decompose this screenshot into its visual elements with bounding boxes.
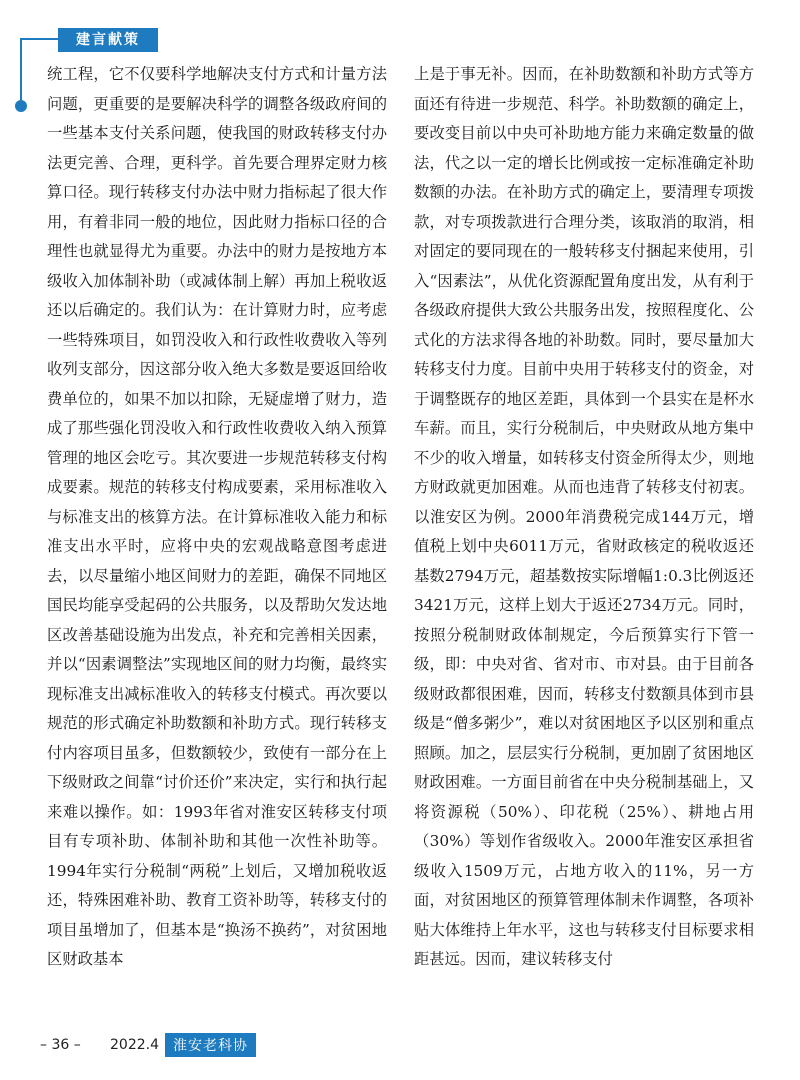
header-side-rule	[20, 38, 22, 106]
issue-label: 2022.4	[110, 1037, 159, 1053]
column-left-text: 统工程，它不仅要科学地解决支付方式和计量方法问题，更重要的是要解决科学的调整各级政府间的一些基本支付关系问题，使我国的财政转移支付办法更完善、合理，更科学。首先要合理界定财力核算口径。现行转移支付办法中财力指标起了很大作用，有着非同一般的地位，因此财力指标口径的合理性也就显得尤为重要。办法中的财力是按地方本级收入加体制补助（或减体制上解）再加上税收返还以后确定的。我们认为：在计算财力时，应考虑一些特殊项目，如罚没收入和行政性收费收入等列收列支部分，因这部分收入绝大多数是要返回给收费单位的，如果不加以扣除，无疑虚增了财力，造成了那些强化罚没收入和行政性收费收入纳入预算管理的地区会吃亏。其次要进一步规范转移支付构成要素。规范的转移支付构成要素，采用标准收入与标准支出的核算方法。在计算标准收入能力和标准支出水平时，应将中央的宏观战略意图考虑进去，以尽量缩小地区间财力的差距，确保不同地区国民均能享受起码的公共服务，以及帮助欠发达地区改善基础设施为出发点，补充和完善相关因素，并以“因素调整法”实现地区间的财力均衡，最终实现标准支出减标准收入的转移支付模式。再次要以规范的形式确定补助数额和补助方式。现行转移支付内容项目虽多，但数额较少，致使有一部分在上下级财政之间靠“讨价还价”来决定，实行和执行起来难以操作。如：1993年省对淮安区转移支付项目有专项补助、体制补助和其他一次性补助等。1994年实行分税制“两税”上划后，又增加税收返还，特殊困难补助、教育工资补助等，转移支付的项目虽增加了，但基本是“换汤不换药”，对贫困地区财政基本	[47, 65, 387, 968]
journal-name: 淮安老科协	[165, 1033, 256, 1057]
page-footer	[40, 1032, 256, 1058]
page-number: – 36 –	[40, 1037, 81, 1053]
header-bullet-dot	[15, 100, 27, 112]
article-column-left	[47, 60, 387, 975]
article-column-right	[414, 60, 754, 975]
section-label: 建言献策	[58, 28, 158, 52]
column-right-text: 上是于事无补。因而，在补助数额和补助方式等方面还有待进一步规范、科学。补助数额的确定上，要改变目前以中央可补助地方能力来确定数量的做法，代之以一定的增长比例或按一定标准确定补助数额的办法。在补助方式的确定上，要清理专项拨款，对专项拨款进行合理分类，该取消的取消，相对固定的要同现在的一般转移支付捆起来使用，引入“因素法”，从优化资源配置角度出发，从有利于各级政府提供大致公共服务出发，按照程度化、公式化的方法求得各地的补助数。同时，要尽量加大转移支付力度。目前中央用于转移支付的资金，对于调整既存的地区差距，具体到一个县实在是杯水车薪。而且，实行分税制后，中央财政从地方集中不少的收入增量，如转移支付资金所得太少，则地方财政就更加困难。从而也违背了转移支付初衷。以淮安区为例。2000年消费税完成144万元，增值税上划中央6011万元，省财政核定的税收返还基数2794万元，超基数按实际增幅1:0.3比例返还3421万元，这样上划大于返还2734万元。同时，按照分税制财政体制规定，今后预算实行下管一级，即：中央对省、省对市、市对县。由于目前各级财政都很困难，因而，转移支付数额具体到市县级是“僧多粥少”，难以对贫困地区予以区别和重点照顾。加之，层层实行分税制，更加剧了贫困地区财政困难。一方面目前省在中央分税制基础上，又将资源税（50%）、印花税（25%）、耕地占用（30%）等划作省级收入。2000年淮安区承担省级收入1509万元，占地方收入的11%，另一方面，对贫困地区的预算管理体制未作调整，各项补贴大体维持上年水平，这也与转移支付目标要求相距甚远。因而，建议转移支付	[414, 65, 754, 968]
